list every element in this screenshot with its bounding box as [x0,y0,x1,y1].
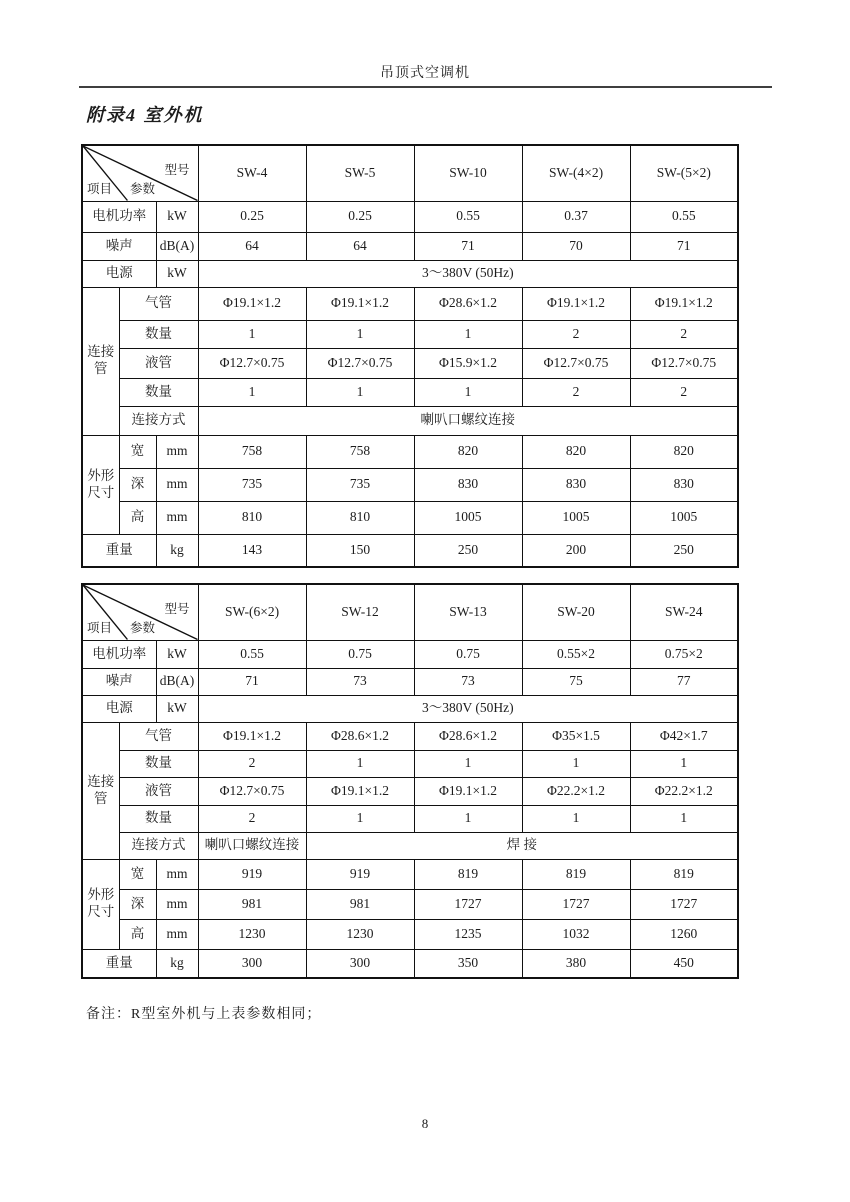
cell-value: 1005 [414,501,522,534]
cell-value: 喇叭口螺纹连接 [198,832,306,859]
cell-value: 758 [306,435,414,468]
cell-value: Φ28.6×1.2 [414,722,522,750]
cell-value: 1 [414,750,522,777]
cell-value: 75 [522,668,630,695]
cell-value: 350 [414,949,522,978]
cell-value-merged: 喇叭口螺纹连接 [198,406,738,435]
cell-value: Φ19.1×1.2 [198,287,306,320]
unit-label: kW [156,260,198,287]
row-label-power-supply: 电源 [82,695,156,722]
cell-value: 0.75 [306,640,414,668]
cell-value: 250 [630,534,738,567]
cell-value: 820 [630,435,738,468]
cell-value: 810 [306,501,414,534]
cell-value: 1005 [630,501,738,534]
diagonal-header-cell [82,584,198,640]
page-header: 吊顶式空调机 [380,66,470,81]
cell-value: Φ19.1×1.2 [630,287,738,320]
row-label-noise: 噪声 [82,668,156,695]
corner-label-param: 参数 [130,181,156,196]
row-label-qty: 数量 [119,320,198,348]
cell-value: 143 [198,534,306,567]
unit-label: mm [156,501,198,534]
cell-value: Φ28.6×1.2 [306,722,414,750]
row-label-qty: 数量 [119,750,198,777]
row-label-liquid-pipe: 液管 [119,777,198,805]
model-column-header: SW-(5×2) [630,145,738,201]
cell-value: 830 [414,468,522,501]
cell-value: 1 [630,750,738,777]
cell-value: 2 [198,750,306,777]
model-column-header: SW-20 [522,584,630,640]
group-label-dimensions: 外形尺寸 [82,859,119,949]
unit-label: dB(A) [156,668,198,695]
row-label-weight: 重量 [82,949,156,978]
cell-value: 819 [414,859,522,889]
row-label-depth: 深 [119,468,156,501]
cell-value: 819 [630,859,738,889]
unit-label: mm [156,468,198,501]
cell-value: 820 [414,435,522,468]
footnote: 备注：R型室外机与上表参数相同； [86,1007,322,1022]
cell-value: Φ35×1.5 [522,722,630,750]
model-column-header: SW-(4×2) [522,145,630,201]
row-label-qty: 数量 [119,378,198,406]
cell-value: Φ12.7×0.75 [198,348,306,378]
cell-value: 0.75 [414,640,522,668]
cell-value: 1 [198,378,306,406]
cell-value: Φ19.1×1.2 [198,722,306,750]
model-column-header: SW-12 [306,584,414,640]
model-column-header: SW-13 [414,584,522,640]
unit-label: mm [156,889,198,919]
cell-value: Φ15.9×1.2 [414,348,522,378]
cell-value: 735 [306,468,414,501]
cell-value: 73 [306,668,414,695]
cell-value: 758 [198,435,306,468]
unit-label: kg [156,534,198,567]
cell-value: 380 [522,949,630,978]
cell-value: 1 [414,378,522,406]
unit-label: mm [156,859,198,889]
cell-value: Φ28.6×1.2 [414,287,522,320]
cell-value: 64 [306,232,414,260]
cell-value: 150 [306,534,414,567]
cell-value: 1 [198,320,306,348]
cell-value: 71 [630,232,738,260]
cell-value: 0.37 [522,201,630,232]
model-column-header: SW-10 [414,145,522,201]
cell-value: 2 [198,805,306,832]
cell-value: 0.55×2 [522,640,630,668]
row-label-gas-pipe: 气管 [119,287,198,320]
row-label-width: 宽 [119,859,156,889]
row-label-depth: 深 [119,889,156,919]
cell-value: Φ22.2×1.2 [522,777,630,805]
row-label-width: 宽 [119,435,156,468]
model-column-header: SW-4 [198,145,306,201]
cell-value: 2 [522,320,630,348]
cell-value: 250 [414,534,522,567]
cell-value: 300 [198,949,306,978]
model-column-header: SW-24 [630,584,738,640]
row-label-connect-method: 连接方式 [119,832,198,859]
spec-table-2 [81,583,739,979]
cell-value: 1230 [306,919,414,949]
row-label-qty: 数量 [119,805,198,832]
cell-value: 0.55 [414,201,522,232]
cell-value: 1005 [522,501,630,534]
cell-value: 77 [630,668,738,695]
cell-value: 919 [306,859,414,889]
cell-value: 0.55 [630,201,738,232]
cell-value: 819 [522,859,630,889]
unit-label: kW [156,201,198,232]
cell-value: 1 [630,805,738,832]
cell-value: 2 [522,378,630,406]
cell-value-merged: 3～380V (50Hz) [198,260,738,287]
corner-label-item: 项目 [87,620,113,635]
cell-value: 830 [522,468,630,501]
cell-value: 735 [198,468,306,501]
cell-value: 71 [198,668,306,695]
cell-value: Φ19.1×1.2 [306,287,414,320]
cell-value: 1 [522,750,630,777]
cell-value: 981 [198,889,306,919]
cell-value: 73 [414,668,522,695]
cell-value: 1 [522,805,630,832]
model-column-header: SW-(6×2) [198,584,306,640]
cell-value: 1 [414,320,522,348]
cell-value: 1 [414,805,522,832]
unit-label: dB(A) [156,232,198,260]
cell-value: Φ19.1×1.2 [306,777,414,805]
corner-label-model: 型号 [164,602,190,616]
cell-value: 2 [630,378,738,406]
cell-value: Φ19.1×1.2 [414,777,522,805]
section-title: 附录4 室外机 [86,105,204,125]
group-label-pipes: 连接管 [82,287,119,435]
cell-value: 0.55 [198,640,306,668]
cell-value: Φ12.7×0.75 [198,777,306,805]
cell-value: 200 [522,534,630,567]
cell-value: 820 [522,435,630,468]
cell-value: 1230 [198,919,306,949]
cell-value: 71 [414,232,522,260]
cell-value: 1235 [414,919,522,949]
cell-value: 0.25 [306,201,414,232]
group-label-dimensions: 外形尺寸 [82,435,119,534]
cell-value: 919 [198,859,306,889]
corner-label-item: 项目 [87,181,113,196]
cell-value: 1727 [414,889,522,919]
cell-value: Φ19.1×1.2 [522,287,630,320]
cell-value: 1 [306,378,414,406]
row-label-motor-power: 电机功率 [82,201,156,232]
cell-value: 300 [306,949,414,978]
unit-label: mm [156,435,198,468]
cell-value: 1 [306,750,414,777]
cell-value: Φ22.2×1.2 [630,777,738,805]
cell-value: 1 [306,320,414,348]
cell-value: 70 [522,232,630,260]
cell-value: 1260 [630,919,738,949]
row-label-motor-power: 电机功率 [82,640,156,668]
cell-value: Φ12.7×0.75 [630,348,738,378]
group-label-pipes: 连接管 [82,722,119,859]
cell-value: 810 [198,501,306,534]
cell-value: 0.75×2 [630,640,738,668]
cell-value: Φ42×1.7 [630,722,738,750]
row-label-noise: 噪声 [82,232,156,260]
unit-label: kW [156,695,198,722]
corner-label-model: 型号 [164,163,190,177]
cell-value-merged: 3～380V (50Hz) [198,695,738,722]
unit-label: kg [156,949,198,978]
cell-value: 830 [630,468,738,501]
cell-value: Φ12.7×0.75 [306,348,414,378]
cell-value: 1727 [522,889,630,919]
row-label-height: 高 [119,919,156,949]
unit-label: kW [156,640,198,668]
row-label-power-supply: 电源 [82,260,156,287]
spec-table-1 [81,144,739,568]
row-label-gas-pipe: 气管 [119,722,198,750]
unit-label: mm [156,919,198,949]
cell-value: 0.25 [198,201,306,232]
row-label-connect-method: 连接方式 [119,406,198,435]
cell-value: 1032 [522,919,630,949]
cell-value: 64 [198,232,306,260]
corner-label-param: 参数 [130,620,156,635]
row-label-weight: 重量 [82,534,156,567]
diagonal-header-cell [82,145,198,201]
cell-value: Φ12.7×0.75 [522,348,630,378]
cell-value: 450 [630,949,738,978]
header-rule [79,86,772,88]
row-label-height: 高 [119,501,156,534]
cell-value-merged: 焊 接 [306,832,738,859]
cell-value: 1 [306,805,414,832]
row-label-liquid-pipe: 液管 [119,348,198,378]
cell-value: 1727 [630,889,738,919]
page-number: 8 [421,1116,429,1131]
model-column-header: SW-5 [306,145,414,201]
cell-value: 981 [306,889,414,919]
cell-value: 2 [630,320,738,348]
